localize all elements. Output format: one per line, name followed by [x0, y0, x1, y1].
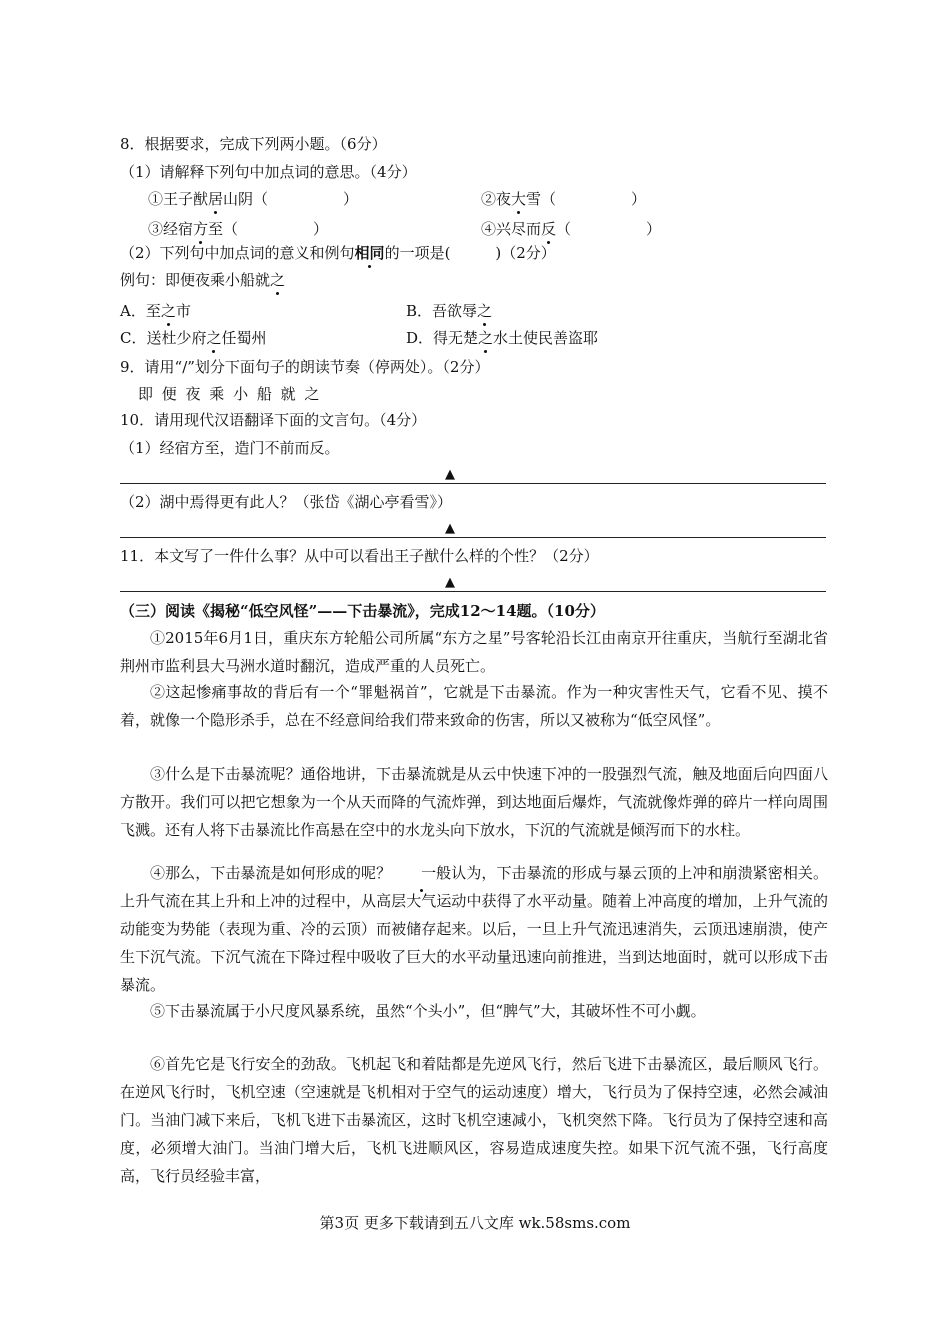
- answer-marker: ▲: [445, 467, 455, 482]
- dotted-word: 大: [511, 190, 527, 208]
- dotted-word: 之: [270, 271, 286, 289]
- paragraph-4: ④那么，下击暴流是如何形成的呢？ 一般认为，下击暴流的形成与暴云顶的上冲和崩溃紧密相关。上升气流在其上升和上冲的过程中，从高层大气运动中获得了水平动量。随着上冲高度的增加，上升气流的动能变为势能（表现为重、冷的云顶）而被储存起来。以后，一旦上升气流迅速消失，云顶迅速崩溃，使产生下沉气流。下沉气流在下降过程中吸收了巨大的水平动量迅速向前推进，当到达地面时，就可以形成下击暴流。: [120, 859, 828, 999]
- paragraph-2: ②这起惨痛事故的背后有一个“罪魁祸首”，它就是下击暴流。作为一种灾害性天气，它看不见、摸不着，就像一个隐形杀手，总在不经意间给我们带来致命的伤害，所以又被称为“低空风怪”。: [120, 683, 828, 729]
- dotted-word: 一般: [391, 859, 451, 887]
- bold-keyword: 相同: [354, 244, 385, 262]
- q8-item-4: ④兴尽而反（ ）: [481, 220, 662, 238]
- section3-heading: （三）阅读《揭秘“低空风怪”——下击暴流》，完成12～14题。（10分）: [120, 602, 605, 620]
- q9-title: 9．请用“/”划分下面句子的朗读节奏（停两处）。（2分）: [120, 358, 490, 376]
- q8-item-1: ①王子猷居山阴（ ）: [148, 190, 359, 208]
- dotted-word: 居: [208, 190, 224, 208]
- q8-example: 例句：即便夜乘小船就之: [120, 271, 286, 289]
- q10-title: 10．请用现代汉语翻译下面的文言句。（4分）: [120, 411, 427, 429]
- q8-item-2: ②夜大雪（ ）: [481, 190, 647, 208]
- paragraph-3: ③什么是下击暴流呢？通俗地讲，下击暴流就是从云中快速下冲的一股强烈气流，触及地面后向四面八方散开。我们可以把它想象为一个从天而降的气流炸弹，到达地面后爆炸，气流就像炸弹的碎片一样向周围飞溅。还有人将下击暴流比作高悬在空中的水龙头向下放水，下沉的气流就是倾泻而下的水柱。: [120, 765, 828, 839]
- answer-line: [120, 483, 826, 484]
- page-footer: 第3页 更多下载请到五八文库 wk.58sms.com: [319, 1214, 631, 1232]
- q8-sub2: （2）下列句中加点词的意义和例句相同的一项是( )（2分）: [120, 244, 556, 262]
- dotted-word: 之: [478, 329, 494, 347]
- q8-title: 8．根据要求，完成下列两小题。（6分）: [120, 135, 387, 153]
- paragraph-1: ①2015年6月1日，重庆东方轮船公司所属“东方之星”号客轮沿长江由南京开往重庆，当航行至湖北省荆州市监利县大马洲水道时翻沉，造成严重的人员死亡。: [120, 629, 828, 675]
- q8-option-a: A．至之市: [120, 302, 191, 320]
- q10-s2: （2）湖中焉得更有此人？（张岱《湖心亭看雪》）: [120, 493, 453, 511]
- q8-option-b: B．吾欲辱之: [406, 302, 493, 320]
- dotted-word: 之: [477, 302, 493, 320]
- dotted-word: 之: [206, 329, 222, 347]
- q8-sub1: （1）请解释下列句中加点词的意思。（4分）: [120, 163, 417, 181]
- paragraph-6: ⑥首先它是飞行安全的劲敌。飞机起飞和着陆都是先逆风飞行，然后飞进下击暴流区，最后顺风飞行。在逆风飞行时，飞机空速（空速就是飞机相对于空气的运动速度）增大，飞行员为了保持空速，必然会减油门。当油门减下来后，飞机飞进下击暴流区，这时飞机空速减小，飞机突然下降。飞行员为了保持空速和高度，必须增大油门。当油门增大后，飞机飞进顺风区，容易造成速度失控。如果下沉气流不强，飞行高度高，飞行员经验丰富，: [120, 1055, 828, 1185]
- q10-s1: （1）经宿方至，造门不前而反。: [120, 439, 340, 457]
- q9-sentence: 即 便 夜 乘 小 船 就 之: [138, 385, 322, 403]
- q11-title: 11．本文写了一件什么事？从中可以看出王子猷什么样的个性？（2分）: [120, 547, 599, 565]
- q8-option-d: D．得无楚之水土使民善盗耶: [406, 329, 599, 347]
- answer-line: [120, 591, 826, 592]
- answer-marker: ▲: [445, 521, 455, 536]
- dotted-word: 之: [160, 302, 176, 320]
- answer-line: [120, 537, 826, 538]
- answer-marker: ▲: [445, 575, 455, 590]
- dotted-word: 方: [193, 220, 209, 238]
- q8-item-3: ③经宿方至（ ）: [148, 220, 329, 238]
- paragraph-5: ⑤下击暴流属于小尺度风暴系统，虽然“个头小”，但“脾气”大，其破坏性不可小觑。: [150, 1002, 706, 1020]
- dotted-word: 反: [541, 220, 557, 238]
- q8-option-c: C．送杜少府之任蜀州: [120, 329, 267, 347]
